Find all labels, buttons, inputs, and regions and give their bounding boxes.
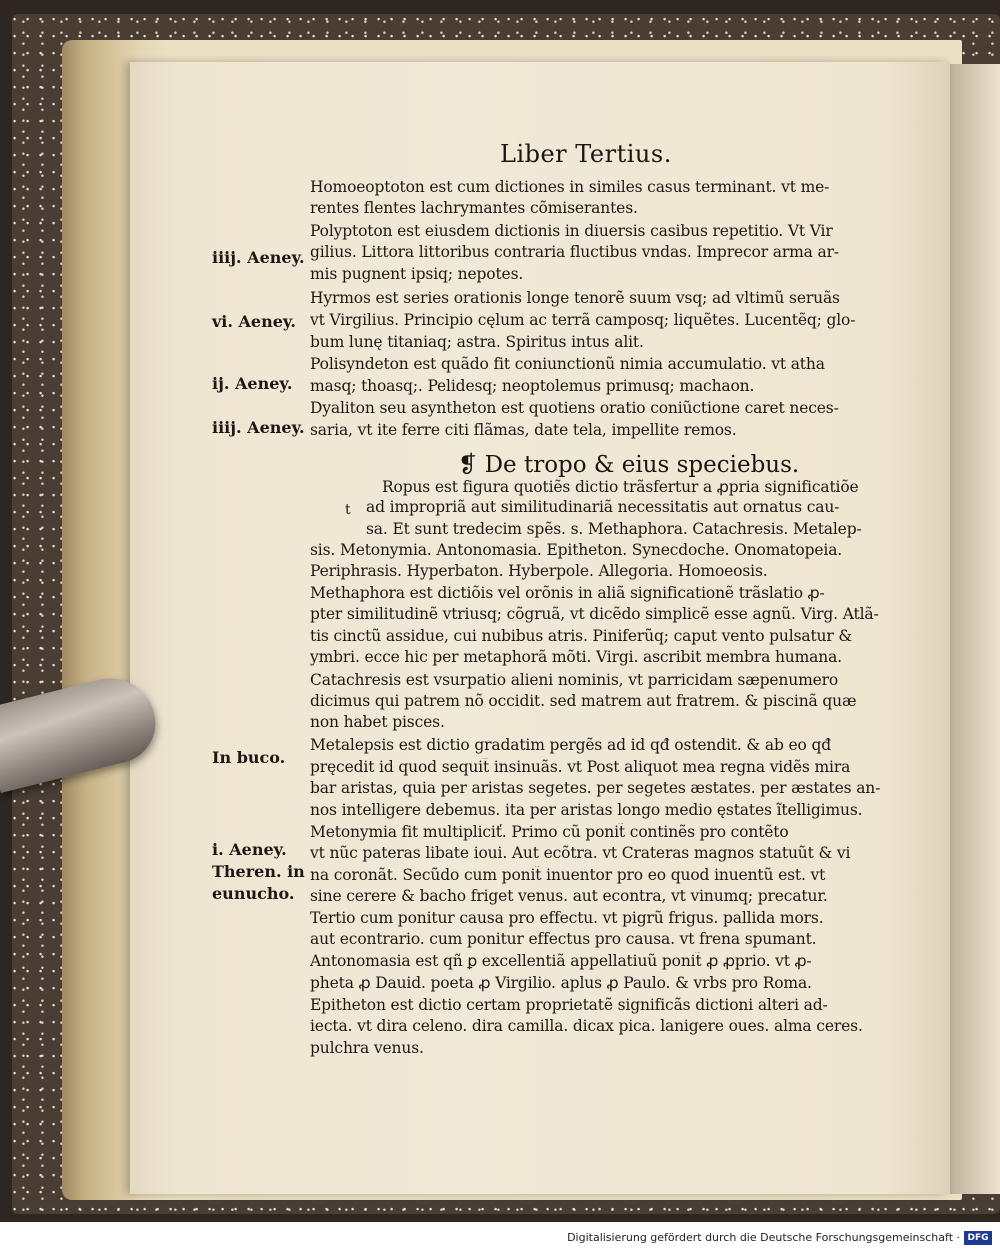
text-line: masq; thoasq;. Pelidesq; neoptolemus primusq; machaon. <box>310 377 755 395</box>
text-line: Ropus est figura quotiẽs dictio trãsfertur a ꝓpria significatiõe <box>382 478 859 496</box>
text-line: na coronãt. Secũdo cum ponit̃ inuentor pro eo quod inuentũ est. vt <box>310 866 826 884</box>
footer-credit: Digitalisierung gefördert durch die Deutsche Forschungsgemeinschaft · <box>567 1231 960 1244</box>
margin-note: eunucho. <box>212 884 295 903</box>
margin-note: In buco. <box>212 748 286 767</box>
text-line: rentes flentes lachrymantes cõmiserantes. <box>310 199 638 217</box>
text-line: Catachresis est vsurpatio alieni nominis, vt parricidam sæpenumero <box>310 671 839 689</box>
text-line: Epitheton est dictio certam proprietatẽ significãs dictioni alteri ad- <box>310 996 828 1014</box>
text-line: Antonomasia est qñ ꝑ excellentiã appellatiuũ ponit̃ ꝓ ꝓprio. vt ꝓ- <box>310 952 812 970</box>
text-line: non habet pisces. <box>310 713 445 731</box>
margin-note: iiij. Aeney. <box>212 418 305 437</box>
text-line: saria, vt ite ferre citi flãmas, date tela, impellite remos. <box>310 421 737 439</box>
text-line: sis. Metonymia. Antonomasia. Epitheton. Synecdoche. Onomatopeia. <box>310 541 843 559</box>
section-heading-text: De tropo & eius speciebus. <box>484 452 800 478</box>
margin-note: i. Aeney. <box>212 840 287 859</box>
margin-note: iiij. Aeney. <box>212 248 305 267</box>
text-line: Periphrasis. Hyperbaton. Hyberpole. Allegoria. Homoeosis. <box>310 562 768 580</box>
text-line: Methaphora est dictiõis vel orõnis in aliã significationẽ trãslatio ꝓ- <box>310 584 825 602</box>
margin-note: vi. Aeney. <box>212 312 296 331</box>
text-line: aut econtrario. cum ponitur effectus pro causa. vt frena spumant. <box>310 930 817 948</box>
section-heading: ❡ De tropo & eius speciebus. <box>458 452 800 478</box>
running-title: Liber Tertius. <box>500 140 672 168</box>
text-line: Polyptoton est eiusdem dictionis in diuersis casibus repetitio. Vt Vir <box>310 222 833 240</box>
text-line: pulchra venus. <box>310 1039 424 1057</box>
text-line: ymbri. ecce hic per metaphorã mõti. Virgi. ascribit membra humana. <box>310 648 842 666</box>
text-line: iecta. vt dira celeno. dira camilla. dicax pica. lanigere oues. alma ceres. <box>310 1017 863 1035</box>
text-line: gilius. Littora littoribus contraria fluctibus vndas. Imprecor arma ar- <box>310 243 839 261</box>
dfg-logo-icon: DFG <box>964 1231 992 1245</box>
text-line: ad impropriã aut similitudinariã necessitatis aut ornatus cau- <box>366 498 840 516</box>
text-line: Tertio cum ponitur causa pro effectu. vt pigrũ frigus. pallida mors. <box>310 909 824 927</box>
text-line: dicimus qui patrem nõ occidit. sed matrem aut fratrem. & piscinã quæ <box>310 692 857 710</box>
margin-note: Theren. in <box>212 862 305 881</box>
text-line: Homoeoptoton est cum dictiones in similes casus terminant. vt me- <box>310 178 830 196</box>
text-line: Polisyndeton est quãdo fit coniunctionũ nimia accumulatio. vt atha <box>310 355 825 373</box>
text-line: sine cerere & bacho friget venus. aut econtra, vt vinumq; precatur. <box>310 887 828 905</box>
text-line: Metonymia fit multipliciť. Primo cũ ponit̃ continẽs pro contẽto <box>310 823 789 841</box>
footer-bar <box>0 1222 1000 1252</box>
text-line: pter similitudinẽ vtriusq; cõgruã, vt dicẽdo simplicẽ esse agnũ. Virg. Atlã- <box>310 605 879 623</box>
text-line: sa. Et sunt tredecim spẽs. s. Methaphora. Catachresis. Metalep- <box>366 520 862 538</box>
text-line: Dyaliton seu asyntheton est quotiens oratio coniũctione caret neces- <box>310 399 839 417</box>
text-line: bum lunę titaniaq; astra. Spiritus intus alit. <box>310 333 644 351</box>
text-line: Metalepsis est dictio gradatim pergẽs ad id qđ ostendit. & ab eo qđ <box>310 736 832 754</box>
margin-note: ij. Aeney. <box>212 374 293 393</box>
facing-page-edge <box>950 64 1000 1194</box>
text-line: pręcedit id quod sequit̃ insinuãs. vt Post aliquot mea regna vidẽs mira <box>310 758 851 776</box>
text-line: vt Virgilius. Principio cęlum ac terrã camposq; liquẽtes. Lucentẽq; glo- <box>310 311 856 329</box>
drop-letter: t <box>345 502 351 518</box>
text-line: pheta ꝓ Dauid. poeta ꝓ Virgilio. aplus ꝓ Paulo. & vrbs pro Roma. <box>310 974 812 992</box>
text-line: bar aristas, quia per aristas segetes. per segetes æstates. per æstates an- <box>310 779 881 797</box>
text-line: mis pugnent ipsiq; nepotes. <box>310 265 524 283</box>
text-line: vt nũc pateras libate ioui. Aut ecõtra. vt Crateras magnos statuũt & vi <box>310 844 851 862</box>
text-line: tis cinctũ assidue, cui nubibus atris. Piniferũq; caput vento pulsatur & <box>310 627 853 645</box>
text-line: nos intelligere debemus. ita per aristas longo medio ęstates ĩtelligimus. <box>310 801 863 819</box>
text-line: Hyrmos est series orationis longe tenorẽ suum vsq; ad vltimũ seruãs <box>310 289 840 307</box>
